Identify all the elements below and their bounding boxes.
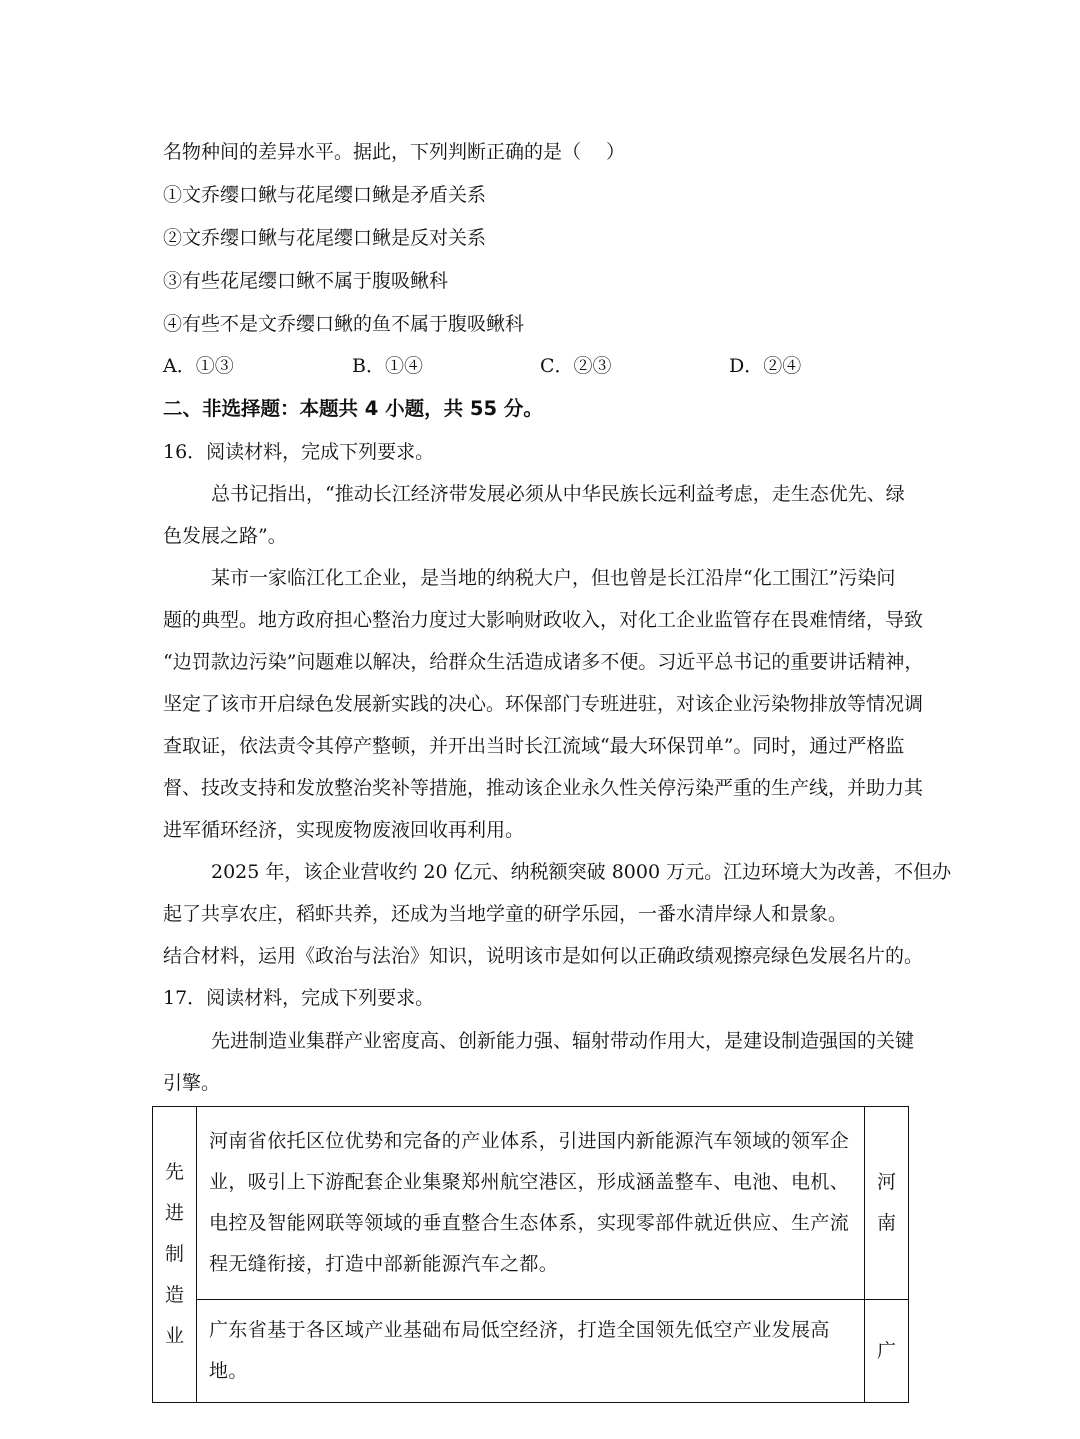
left-label-char: 制 [164,1243,184,1265]
section-heading: 二、非选择题：本题共 4 小题，共 55 分。 [163,397,543,420]
q16-p2-line-7: 进军循环经济，实现废物废液回收再利用。 [163,819,525,841]
q16-title: 16．阅读材料，完成下列要求。 [163,441,435,463]
q17-intro-line-2: 引擎。 [163,1072,221,1094]
q15-option-a: A．①③ [163,355,234,377]
table-row [153,1300,909,1403]
q15-statement-1: ①文乔缨口鳅与花尾缨口鳅是矛盾关系 [163,184,487,206]
q16-p2-line-4: 坚定了该市开启绿色发展新实践的决心。环保部门专班进驻，对该企业污染物排放等情况调 [163,693,924,715]
q16-p1-line-2: 色发展之路”。 [163,525,287,547]
q16-p1-line-1: 总书记指出，“推动长江经济带发展必须从中华民族长远利益考虑，走生态优先、绿 [211,483,905,505]
q16-p2-line-3: “边罚款边污染”问题难以解决，给群众生活造成诸多不便。习近平总书记的重要讲话精神， [163,651,924,673]
henan-text-cell: 河南省依托区位优势和完备的产业体系，引进国内新能源汽车领域的领军企业，吸引上下游配套企业集聚郑州航空港区，形成涵盖整车、电池、电机、电控及智能网联等领域的垂直整合生态体系，实现零部件就近供应、生产流程无缝衔接，打造中部新能源汽车之都。 [197,1107,865,1300]
q17-material-table [152,1106,909,1403]
q16-p2-line-5: 查取证，依法责令其停产整顿，并开出当时长江流域“最大环保罚单”。同时，通过严格监 [163,735,905,757]
table-row [153,1107,909,1300]
right-label-char: 南 [876,1212,896,1234]
henan-label-cell [865,1107,909,1300]
left-label-char: 进 [164,1202,184,1224]
q15-option-b: B．①④ [352,355,423,377]
table-left-label [153,1107,197,1403]
left-label-char: 先 [164,1161,184,1183]
q15-statement-3: ③有些花尾缨口鳅不属于腹吸鳅科 [163,270,449,292]
guangdong-text-cell: 广东省基于各区域产业基础布局低空经济，打造全国领先低空产业发展高地。 [197,1300,865,1403]
q15-option-d: D．②④ [729,355,802,377]
left-label-char: 造 [164,1284,184,1306]
q16-question: 结合材料，运用《政治与法治》知识，说明该市是如何以正确政绩观擦亮绿色发展名片的。 [163,945,924,967]
right-label-char: 广 [876,1339,896,1362]
guangdong-label-cell [865,1300,909,1403]
q15-stem-tail: 名物种间的差异水平。据此，下列判断正确的是（ ） [163,141,626,163]
q15-option-c: C．②③ [540,355,612,377]
q16-p2-line-2: 题的典型。地方政府担心整治力度过大影响财政收入，对化工企业监管存在畏难情绪，导致 [163,609,924,631]
q16-p3-line-2: 起了共享农庄，稻虾共养，还成为当地学童的研学乐园，一番水清岸绿人和景象。 [163,903,848,925]
left-label-char: 业 [164,1325,184,1347]
q15-statement-2: ②文乔缨口鳅与花尾缨口鳅是反对关系 [163,227,487,249]
q16-p2-line-1: 某市一家临江化工企业，是当地的纳税大户，但也曾是长江沿岸“化工围江”污染问 [211,567,896,589]
q16-p2-line-6: 督、技改支持和发放整治奖补等措施，推动该企业永久性关停污染严重的生产线，并助力其 [163,777,924,799]
q17-title: 17．阅读材料，完成下列要求。 [163,987,435,1009]
right-label-char: 河 [876,1171,896,1193]
q15-statement-4: ④有些不是文乔缨口鳅的鱼不属于腹吸鳅科 [163,313,525,335]
q17-intro-line-1: 先进制造业集群产业密度高、创新能力强、辐射带动作用大，是建设制造强国的关键 [211,1030,915,1052]
q16-p3-line-1: 2025 年，该企业营收约 20 亿元、纳税额突破 8000 万元。江边环境大为改善，不但办 [211,861,952,883]
